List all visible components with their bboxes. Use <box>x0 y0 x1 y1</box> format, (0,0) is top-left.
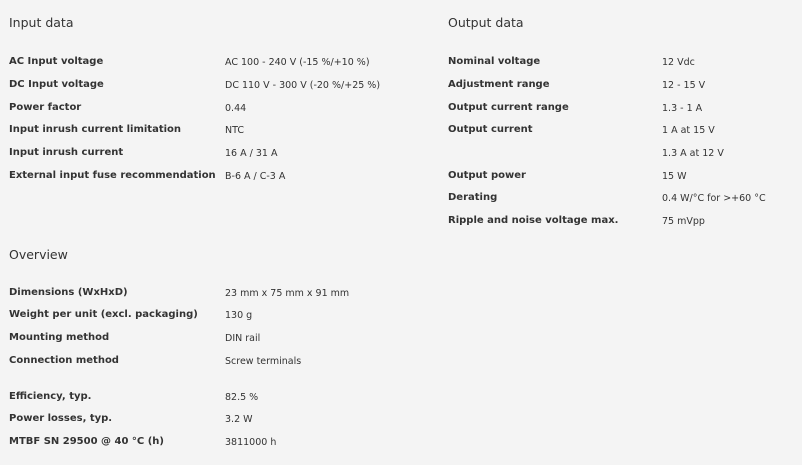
overview-label-connection-method: Connection method <box>9 355 119 366</box>
output-label-power: Output power <box>448 170 526 181</box>
output-value-current-15v: 1 A at 15 V <box>662 125 715 136</box>
overview-value-power-losses: 3.2 W <box>225 414 253 425</box>
output-label-current-range: Output current range <box>448 102 569 113</box>
output-value-ripple-noise: 75 mVpp <box>662 216 705 227</box>
output-value-nominal-voltage: 12 Vdc <box>662 57 695 68</box>
overview-value-connection-method: Screw terminals <box>225 356 302 367</box>
output-value-current-range: 1.3 - 1 A <box>662 103 703 114</box>
output-value-derating: 0.4 W/°C for >+60 °C <box>662 193 766 204</box>
output-value-power: 15 W <box>662 171 687 182</box>
input-value-power-factor: 0.44 <box>225 103 247 114</box>
overview-label-power-losses: Power losses, typ. <box>9 413 113 424</box>
overview-value-efficiency: 82.5 % <box>225 392 259 403</box>
input-data-heading: Input data <box>9 15 74 30</box>
input-value-inrush-current: 16 A / 31 A <box>225 148 278 159</box>
overview-label-efficiency: Efficiency, typ. <box>9 391 92 402</box>
output-value-current-12v: 1.3 A at 12 V <box>662 148 724 159</box>
output-value-adjustment-range: 12 - 15 V <box>662 80 706 91</box>
overview-label-weight: Weight per unit (excl. packaging) <box>9 309 198 320</box>
output-label-derating: Derating <box>448 192 498 203</box>
overview-value-mounting-method: DIN rail <box>225 333 261 344</box>
output-label-ripple-noise: Ripple and noise voltage max. <box>448 215 619 226</box>
overview-label-dimensions: Dimensions (WxHxD) <box>9 287 128 298</box>
input-value-fuse-recommendation: B-6 A / C-3 A <box>225 171 286 182</box>
input-label-dc-voltage: DC Input voltage <box>9 79 104 90</box>
output-label-nominal-voltage: Nominal voltage <box>448 56 541 67</box>
input-label-power-factor: Power factor <box>9 102 82 113</box>
output-data-heading: Output data <box>448 15 524 30</box>
output-label-current: Output current <box>448 124 533 135</box>
overview-heading: Overview <box>9 247 68 262</box>
input-value-ac-voltage: AC 100 - 240 V (-15 %/+10 %) <box>225 57 370 68</box>
overview-label-mounting-method: Mounting method <box>9 332 110 343</box>
output-label-adjustment-range: Adjustment range <box>448 79 550 90</box>
overview-label-mtbf: MTBF SN 29500 @ 40 °C (h) <box>9 436 164 447</box>
input-value-inrush-limitation: NTC <box>225 125 244 136</box>
overview-value-dimensions: 23 mm x 75 mm x 91 mm <box>225 288 350 299</box>
input-label-ac-voltage: AC Input voltage <box>9 56 104 67</box>
overview-value-mtbf: 3811000 h <box>225 437 277 448</box>
input-value-dc-voltage: DC 110 V - 300 V (-20 %/+25 %) <box>225 80 381 91</box>
input-label-fuse-recommendation: External input fuse recommendation <box>9 170 216 181</box>
input-label-inrush-current: Input inrush current <box>9 147 124 158</box>
overview-value-weight: 130 g <box>225 310 253 321</box>
input-label-inrush-limitation: Input inrush current limitation <box>9 124 182 135</box>
